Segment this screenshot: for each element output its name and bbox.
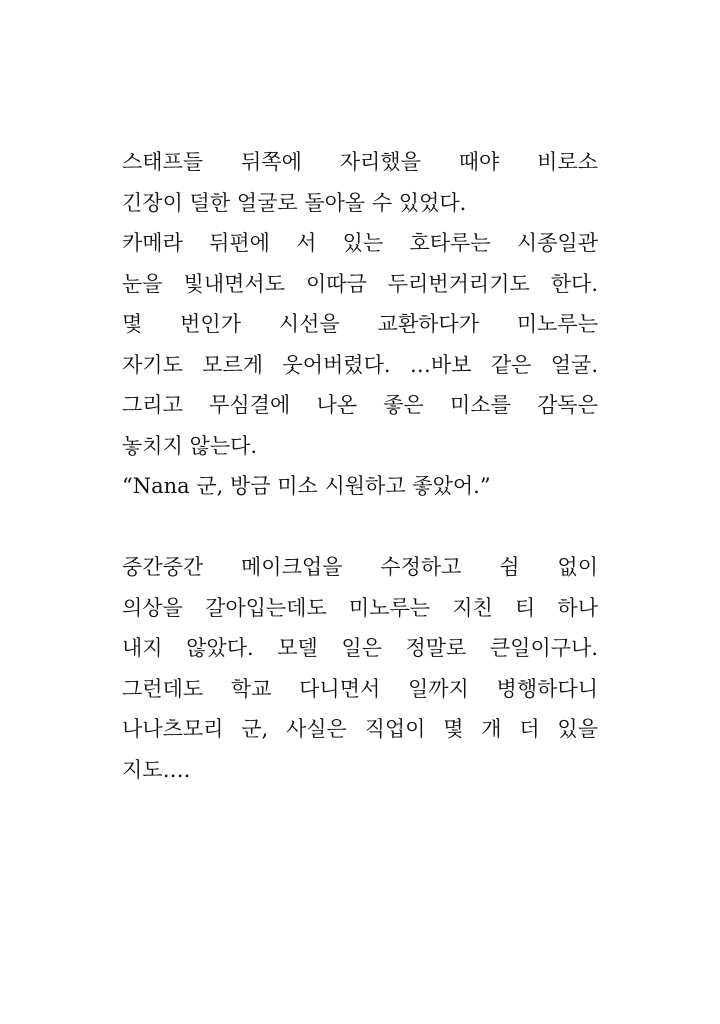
text-line: 몇 번인가 시선을 교환하다가 미노루는 xyxy=(122,312,598,336)
text-line: 카메라 뒤편에 서 있는 호타루는 시종일관 xyxy=(122,231,598,255)
text-line: 자기도 모르게 웃어버렸다. …바보 같은 얼굴. xyxy=(122,352,598,377)
text-line: 놓치지 않는다. xyxy=(122,433,258,458)
dialogue-line: “Nana 군, 방금 미소 시원하고 좋았어.” xyxy=(122,474,491,498)
text-line: 긴장이 덜한 얼굴로 돌아올 수 있었다. xyxy=(122,190,467,215)
text-line: 의상을 갈아입는데도 미노루는 지친 티 하나 xyxy=(122,595,598,620)
text-line: 눈을 빛내면서도 이따금 두리번거리기도 한다. xyxy=(122,271,598,296)
paragraph-gap xyxy=(122,507,598,548)
text-line: 나나츠모리 군, 사실은 직업이 몇 개 더 있을 xyxy=(122,717,598,741)
paragraph-2 xyxy=(122,547,598,790)
text-line: 지도…. xyxy=(122,757,191,782)
body-text xyxy=(122,142,598,790)
text-line: 내지 않았다. 모델 일은 정말로 큰일이구나. xyxy=(122,636,598,660)
text-line: 그리고 무심결에 나온 좋은 미소를 감독은 xyxy=(122,393,598,417)
text-line: 중간중간 메이크업을 수정하고 쉼 없이 xyxy=(122,555,598,579)
text-line: 그런데도 학교 다니면서 일까지 병행하다니 xyxy=(122,676,598,701)
paragraph-1 xyxy=(122,142,598,507)
text-line: 스태프들 뒤쪽에 자리했을 때야 비로소 xyxy=(122,150,598,174)
